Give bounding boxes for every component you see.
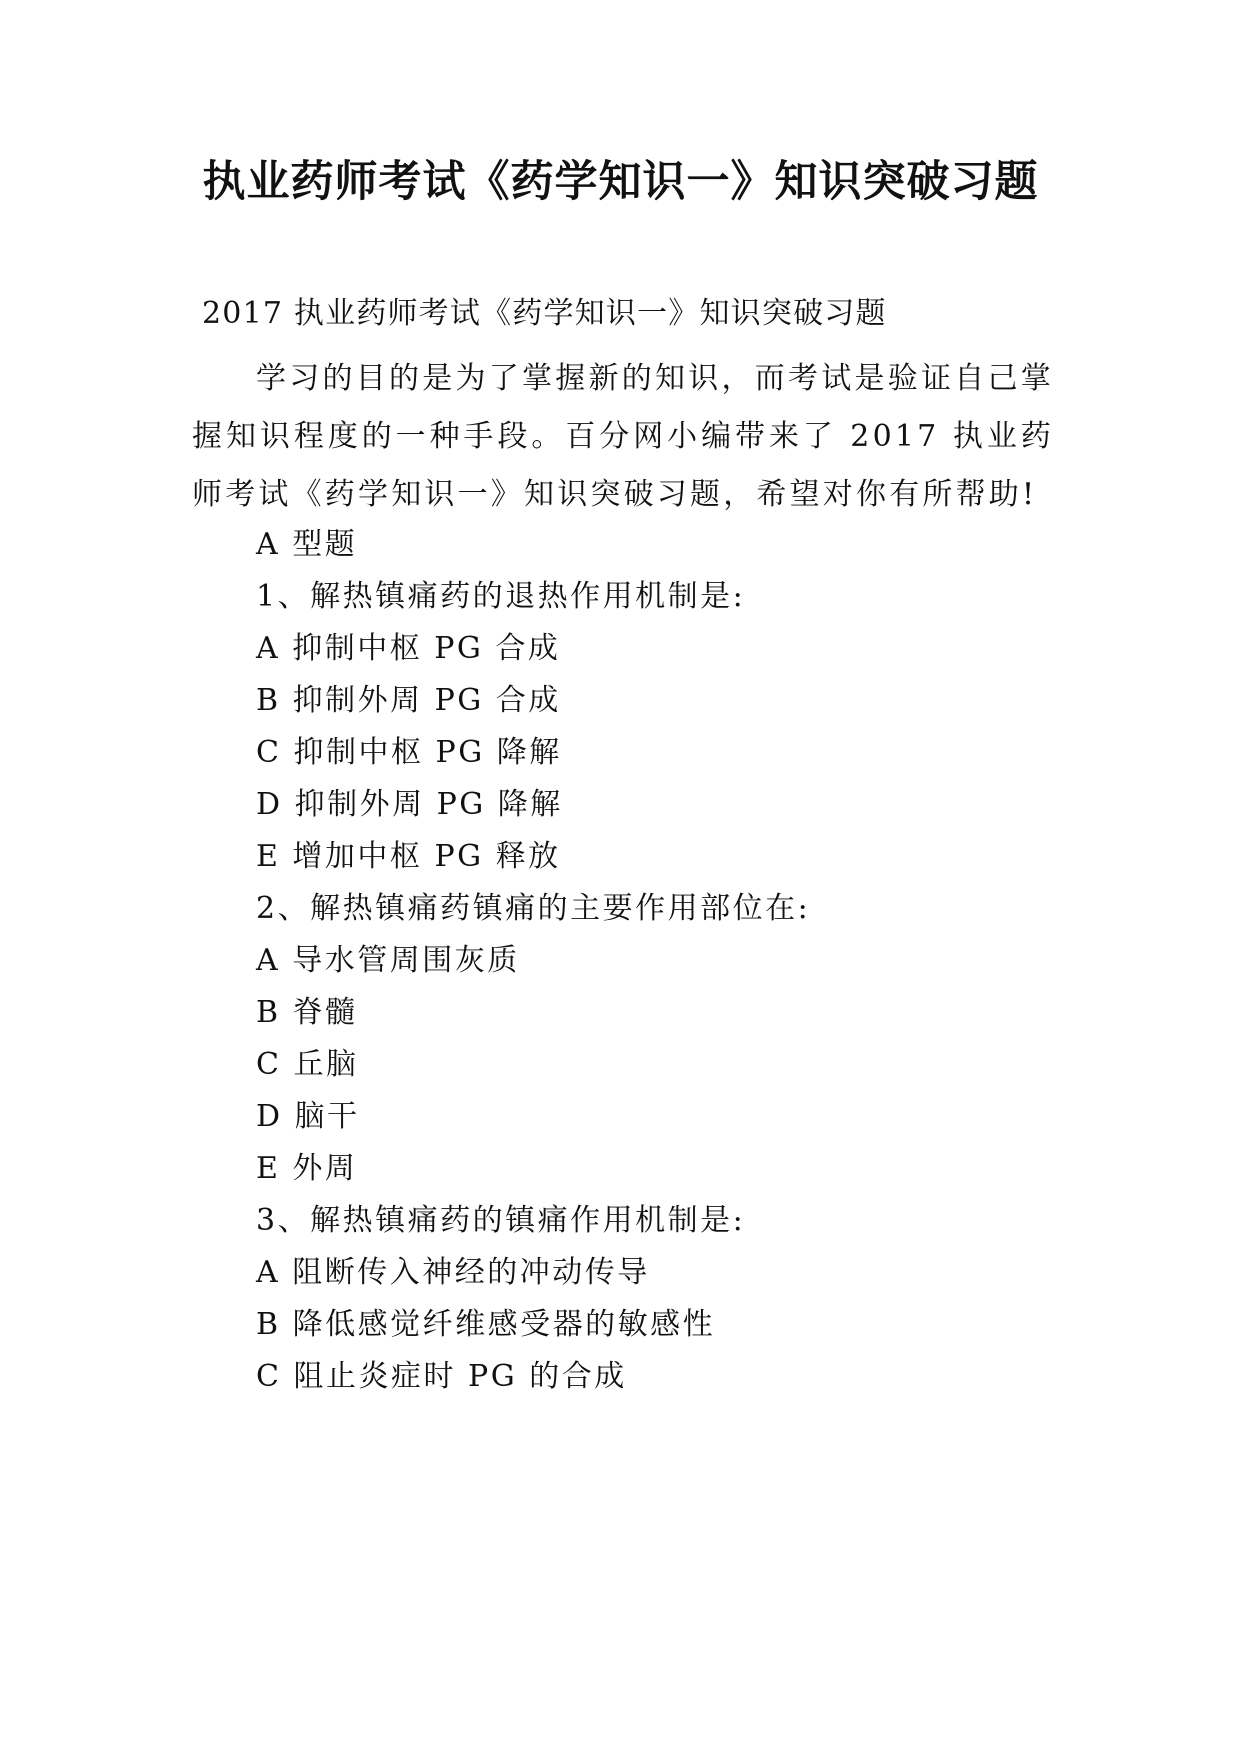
- question-stem: 1、解热镇痛药的退热作用机制是:: [256, 579, 746, 614]
- question-stem: 2、解热镇痛药镇痛的主要作用部位在:: [256, 891, 811, 926]
- answer-option: B 降低感觉纤维感受器的敏感性: [256, 1307, 716, 1342]
- answer-option: C 抑制中枢 PG 降解: [256, 735, 562, 770]
- answer-option: E 外周: [256, 1151, 358, 1186]
- answer-option: B 脊髓: [256, 995, 358, 1030]
- answer-option: D 脑干: [256, 1099, 360, 1134]
- answer-option: A 导水管周围灰质: [256, 943, 520, 978]
- document-title: 执业药师考试《药学知识一》知识突破习题: [202, 157, 1039, 207]
- answer-option: A 阻断传入神经的冲动传导: [256, 1255, 650, 1290]
- answer-option: C 阻止炎症时 PG 的合成: [256, 1359, 627, 1394]
- answer-option: A 抑制中枢 PG 合成: [256, 631, 561, 666]
- intro-paragraph: 学习的目的是为了掌握新的知识，而考试是验证自己掌握知识程度的一种手段。百分网小编带来了 2017 执业药师考试《药学知识一》知识突破习题，希望对你有所帮助!: [192, 361, 1054, 512]
- answer-option: E 增加中枢 PG 释放: [256, 839, 561, 874]
- document-subtitle: 2017 执业药师考试《药学知识一》知识突破习题: [202, 296, 887, 331]
- answer-option: C 丘脑: [256, 1047, 359, 1082]
- section-heading: A 型题: [256, 527, 358, 562]
- answer-option: D 抑制外周 PG 降解: [256, 787, 563, 822]
- answer-option: B 抑制外周 PG 合成: [256, 683, 561, 718]
- question-stem: 3、解热镇痛药的镇痛作用机制是:: [256, 1203, 746, 1238]
